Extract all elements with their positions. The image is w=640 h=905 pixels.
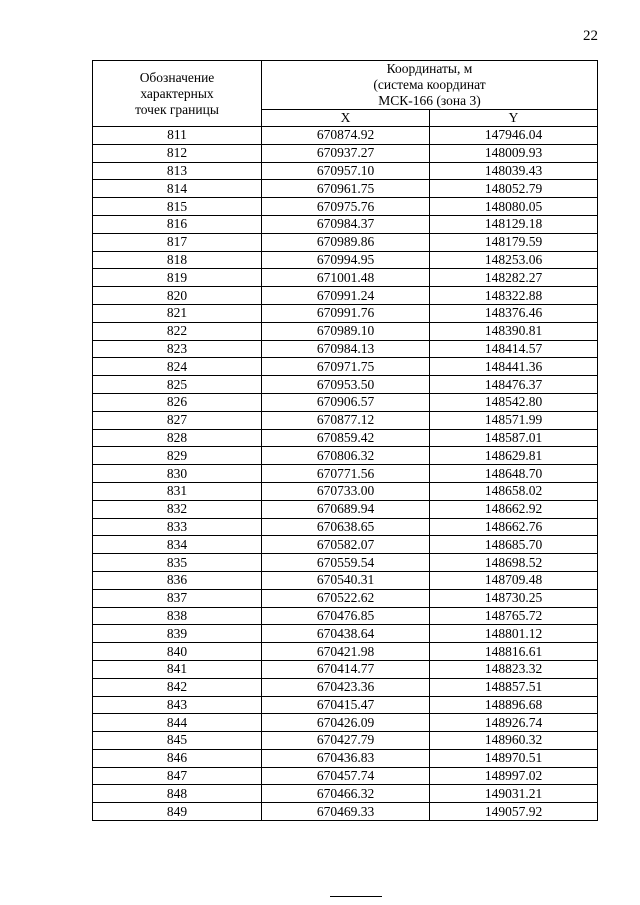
- table-row: [93, 554, 598, 572]
- point-id-cell: 831: [93, 482, 262, 500]
- designation-header-line: характерных: [140, 85, 214, 101]
- y-coordinate-cell: 148816.61: [430, 643, 598, 661]
- y-column-header: Y: [430, 110, 598, 127]
- point-id-cell: 833: [93, 518, 262, 536]
- y-coordinate-cell: 148662.76: [430, 518, 598, 536]
- x-coordinate-cell: 670438.64: [262, 625, 430, 643]
- point-id-cell: 843: [93, 696, 262, 714]
- x-coordinate-cell: 670466.32: [262, 785, 430, 803]
- x-coordinate-cell: 670989.86: [262, 233, 430, 251]
- table-row: [93, 536, 598, 554]
- y-coordinate-cell: 148052.79: [430, 180, 598, 198]
- point-id-cell: 827: [93, 411, 262, 429]
- y-coordinate-cell: 148376.46: [430, 304, 598, 322]
- point-id-cell: 848: [93, 785, 262, 803]
- x-coordinate-cell: 670906.57: [262, 393, 430, 411]
- y-coordinate-cell: 148685.70: [430, 536, 598, 554]
- designation-header-line: точек границы: [135, 101, 219, 117]
- point-id-cell: 847: [93, 767, 262, 785]
- point-id-cell: 849: [93, 803, 262, 821]
- point-id-cell: 832: [93, 500, 262, 518]
- x-coordinate-cell: 670638.65: [262, 518, 430, 536]
- point-id-cell: 830: [93, 465, 262, 483]
- table-row: [93, 287, 598, 305]
- x-coordinate-cell: 670991.24: [262, 287, 430, 305]
- point-id-cell: 828: [93, 429, 262, 447]
- x-coordinate-cell: 670540.31: [262, 571, 430, 589]
- y-coordinate-cell: 148801.12: [430, 625, 598, 643]
- x-coordinate-cell: 670984.13: [262, 340, 430, 358]
- point-id-cell: 822: [93, 322, 262, 340]
- x-coordinate-cell: 670991.76: [262, 304, 430, 322]
- x-coordinate-cell: 670859.42: [262, 429, 430, 447]
- y-coordinate-cell: 148253.06: [430, 251, 598, 269]
- table-body: [93, 127, 598, 821]
- table-row: [93, 803, 598, 821]
- table-row: [93, 269, 598, 287]
- x-coordinate-cell: 670522.62: [262, 589, 430, 607]
- y-coordinate-cell: 148039.43: [430, 162, 598, 180]
- point-id-cell: 838: [93, 607, 262, 625]
- point-id-cell: 845: [93, 732, 262, 750]
- point-id-cell: 825: [93, 376, 262, 394]
- y-coordinate-cell: 148441.36: [430, 358, 598, 376]
- x-coordinate-cell: 670469.33: [262, 803, 430, 821]
- x-coordinate-cell: 670689.94: [262, 500, 430, 518]
- table-row: [93, 518, 598, 536]
- y-coordinate-cell: 148823.32: [430, 660, 598, 678]
- x-coordinate-cell: 670426.09: [262, 714, 430, 732]
- y-coordinate-cell: 149031.21: [430, 785, 598, 803]
- table-row: [93, 785, 598, 803]
- table-row: [93, 340, 598, 358]
- footer-line: [330, 896, 382, 897]
- point-id-cell: 820: [93, 287, 262, 305]
- x-coordinate-cell: 670877.12: [262, 411, 430, 429]
- point-id-cell: 824: [93, 358, 262, 376]
- point-id-cell: 814: [93, 180, 262, 198]
- table-row: [93, 144, 598, 162]
- table-row: [93, 447, 598, 465]
- table-row: [93, 233, 598, 251]
- x-coordinate-cell: 670953.50: [262, 376, 430, 394]
- y-coordinate-cell: 148896.68: [430, 696, 598, 714]
- point-id-cell: 836: [93, 571, 262, 589]
- table-row: [93, 215, 598, 233]
- point-id-cell: 837: [93, 589, 262, 607]
- table-row: [93, 482, 598, 500]
- table-row: [93, 767, 598, 785]
- point-id-cell: 841: [93, 660, 262, 678]
- x-coordinate-cell: 670421.98: [262, 643, 430, 661]
- table-row: [93, 660, 598, 678]
- table-row: [93, 322, 598, 340]
- point-id-cell: 844: [93, 714, 262, 732]
- x-coordinate-cell: 670415.47: [262, 696, 430, 714]
- table-row: [93, 571, 598, 589]
- table-row: [93, 625, 598, 643]
- x-coordinate-cell: 670975.76: [262, 198, 430, 216]
- point-id-cell: 826: [93, 393, 262, 411]
- y-coordinate-cell: 148179.59: [430, 233, 598, 251]
- point-id-cell: 821: [93, 304, 262, 322]
- designation-header: [93, 61, 262, 127]
- y-coordinate-cell: 148698.52: [430, 554, 598, 572]
- coordinates-header: [262, 61, 598, 110]
- table-row: [93, 643, 598, 661]
- x-coordinate-cell: 670423.36: [262, 678, 430, 696]
- point-id-cell: 835: [93, 554, 262, 572]
- x-coordinate-cell: 670559.54: [262, 554, 430, 572]
- table-row: [93, 607, 598, 625]
- table-row: [93, 696, 598, 714]
- x-column-header: X: [262, 110, 430, 127]
- table-row: [93, 429, 598, 447]
- point-id-cell: 812: [93, 144, 262, 162]
- table-row: [93, 749, 598, 767]
- x-coordinate-cell: 670984.37: [262, 215, 430, 233]
- table-row: [93, 411, 598, 429]
- designation-header-line: Обозначение: [139, 69, 215, 85]
- y-coordinate-cell: 148322.88: [430, 287, 598, 305]
- y-coordinate-cell: 148009.93: [430, 144, 598, 162]
- coordinates-header-line: МСК-166 (зона 3): [378, 93, 481, 108]
- y-coordinate-cell: 148765.72: [430, 607, 598, 625]
- y-coordinate-cell: 148970.51: [430, 749, 598, 767]
- x-coordinate-cell: 671001.48: [262, 269, 430, 287]
- table-row: [93, 127, 598, 145]
- x-coordinate-cell: 670806.32: [262, 447, 430, 465]
- x-coordinate-cell: 670957.10: [262, 162, 430, 180]
- y-coordinate-cell: 148390.81: [430, 322, 598, 340]
- y-coordinate-cell: 148997.02: [430, 767, 598, 785]
- y-coordinate-cell: 148571.99: [430, 411, 598, 429]
- y-coordinate-cell: 147946.04: [430, 127, 598, 145]
- x-coordinate-cell: 670427.79: [262, 732, 430, 750]
- y-coordinate-cell: 148662.92: [430, 500, 598, 518]
- table-row: [93, 162, 598, 180]
- point-id-cell: 834: [93, 536, 262, 554]
- table-row: [93, 304, 598, 322]
- x-coordinate-cell: 670582.07: [262, 536, 430, 554]
- point-id-cell: 839: [93, 625, 262, 643]
- coordinates-table: [92, 60, 598, 821]
- x-coordinate-cell: 670961.75: [262, 180, 430, 198]
- table-row: [93, 589, 598, 607]
- y-coordinate-cell: 148414.57: [430, 340, 598, 358]
- y-coordinate-cell: 148542.80: [430, 393, 598, 411]
- x-coordinate-cell: 670937.27: [262, 144, 430, 162]
- point-id-cell: 813: [93, 162, 262, 180]
- x-coordinate-cell: 670874.92: [262, 127, 430, 145]
- point-id-cell: 819: [93, 269, 262, 287]
- table-row: [93, 358, 598, 376]
- coordinates-header-line: (система координат: [373, 77, 486, 92]
- y-coordinate-cell: 148476.37: [430, 376, 598, 394]
- table-row: [93, 465, 598, 483]
- x-coordinate-cell: 670994.95: [262, 251, 430, 269]
- point-id-cell: 817: [93, 233, 262, 251]
- y-coordinate-cell: 148658.02: [430, 482, 598, 500]
- y-coordinate-cell: 148960.32: [430, 732, 598, 750]
- table-row: [93, 714, 598, 732]
- y-coordinate-cell: 148926.74: [430, 714, 598, 732]
- point-id-cell: 816: [93, 215, 262, 233]
- y-coordinate-cell: 148129.18: [430, 215, 598, 233]
- table-row: [93, 180, 598, 198]
- page-number: 22: [583, 28, 598, 44]
- x-coordinate-cell: 670971.75: [262, 358, 430, 376]
- table-row: [93, 251, 598, 269]
- y-coordinate-cell: 149057.92: [430, 803, 598, 821]
- table-row: [93, 732, 598, 750]
- x-coordinate-cell: 670457.74: [262, 767, 430, 785]
- y-coordinate-cell: 148648.70: [430, 465, 598, 483]
- coordinates-header-line: Координаты, м: [386, 61, 473, 76]
- table-row: [93, 678, 598, 696]
- y-coordinate-cell: 148282.27: [430, 269, 598, 287]
- x-coordinate-cell: 670476.85: [262, 607, 430, 625]
- point-id-cell: 811: [93, 127, 262, 145]
- x-coordinate-cell: 670771.56: [262, 465, 430, 483]
- x-coordinate-cell: 670414.77: [262, 660, 430, 678]
- x-coordinate-cell: 670989.10: [262, 322, 430, 340]
- x-coordinate-cell: 670436.83: [262, 749, 430, 767]
- y-coordinate-cell: 148629.81: [430, 447, 598, 465]
- y-coordinate-cell: 148080.05: [430, 198, 598, 216]
- point-id-cell: 846: [93, 749, 262, 767]
- y-coordinate-cell: 148857.51: [430, 678, 598, 696]
- x-coordinate-cell: 670733.00: [262, 482, 430, 500]
- y-coordinate-cell: 148587.01: [430, 429, 598, 447]
- y-coordinate-cell: 148709.48: [430, 571, 598, 589]
- point-id-cell: 842: [93, 678, 262, 696]
- point-id-cell: 829: [93, 447, 262, 465]
- point-id-cell: 823: [93, 340, 262, 358]
- table-row: [93, 393, 598, 411]
- y-coordinate-cell: 148730.25: [430, 589, 598, 607]
- table-row: [93, 500, 598, 518]
- point-id-cell: 818: [93, 251, 262, 269]
- point-id-cell: 815: [93, 198, 262, 216]
- table-row: [93, 376, 598, 394]
- point-id-cell: 840: [93, 643, 262, 661]
- table-row: [93, 198, 598, 216]
